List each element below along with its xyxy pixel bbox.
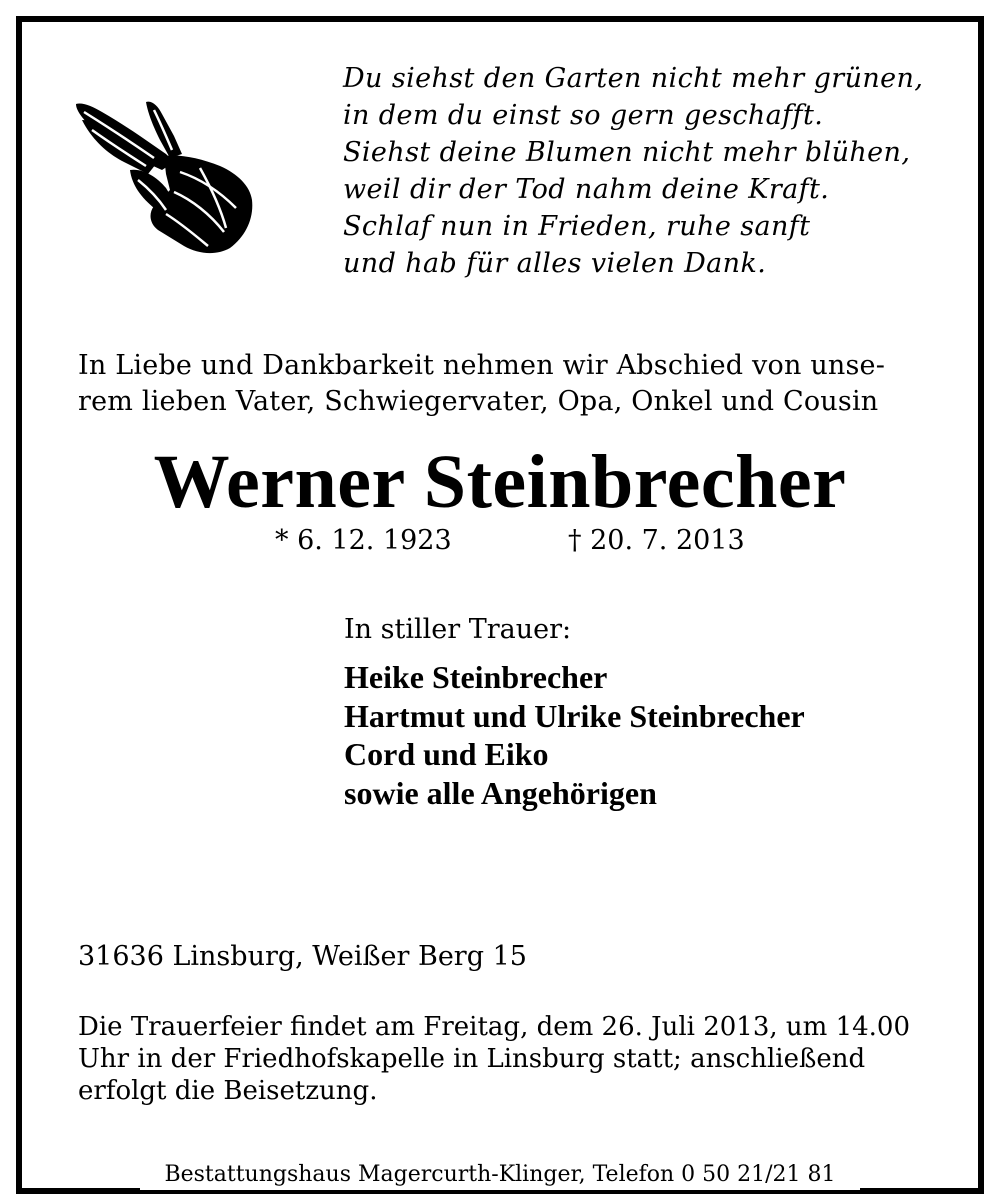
funeral-info bbox=[78, 1011, 958, 1107]
mourners-list bbox=[344, 658, 805, 812]
poem-line: und hab für alles vielen Dank. bbox=[343, 248, 767, 279]
poem-line: Siehst deine Blumen nicht mehr blühen, bbox=[343, 137, 911, 168]
praying-hands-icon bbox=[70, 96, 260, 256]
intro-line: In Liebe und Dankbarkeit nehmen wir Abschied von unse- bbox=[78, 350, 886, 381]
poem-line: Du siehst den Garten nicht mehr grünen, bbox=[343, 63, 924, 94]
funeral-line: Die Trauerfeier findet am Freitag, dem 26. Juli 2013, um 14.00 bbox=[78, 1012, 911, 1042]
funeral-home-footer: Bestattungshaus Magercurth-Klinger, Telefon 0 50 21/21 81 bbox=[140, 1160, 860, 1190]
mourner-name: Heike Steinbrecher bbox=[344, 659, 608, 695]
poem bbox=[343, 60, 963, 282]
intro-line: rem lieben Vater, Schwiegervater, Opa, Onkel und Cousin bbox=[78, 386, 879, 417]
deceased-name: Werner Steinbrecher bbox=[153, 440, 847, 524]
mourner-name: Hartmut und Ulrike Steinbrecher bbox=[344, 697, 805, 734]
poem-line: weil dir der Tod nahm deine Kraft. bbox=[343, 174, 830, 205]
poem-line: in dem du einst so gern geschafft. bbox=[343, 100, 824, 131]
intro-text bbox=[78, 348, 958, 420]
address: 31636 Linsburg, Weißer Berg 15 bbox=[78, 941, 527, 972]
mourner-name: sowie alle Angehörigen bbox=[344, 774, 657, 811]
birth-date: * 6. 12. 1923 bbox=[275, 525, 452, 556]
mourning-label: In stiller Trauer: bbox=[344, 614, 572, 645]
funeral-line: erfolgt die Beisetzung. bbox=[78, 1076, 378, 1106]
poem-line: Schlaf nun in Frieden, ruhe sanft bbox=[343, 211, 811, 242]
mourner-name: Cord und Eiko bbox=[344, 736, 549, 772]
death-date: † 20. 7. 2013 bbox=[568, 525, 745, 556]
funeral-line: Uhr in der Friedhofskapelle in Linsburg statt; anschließend bbox=[78, 1044, 866, 1074]
